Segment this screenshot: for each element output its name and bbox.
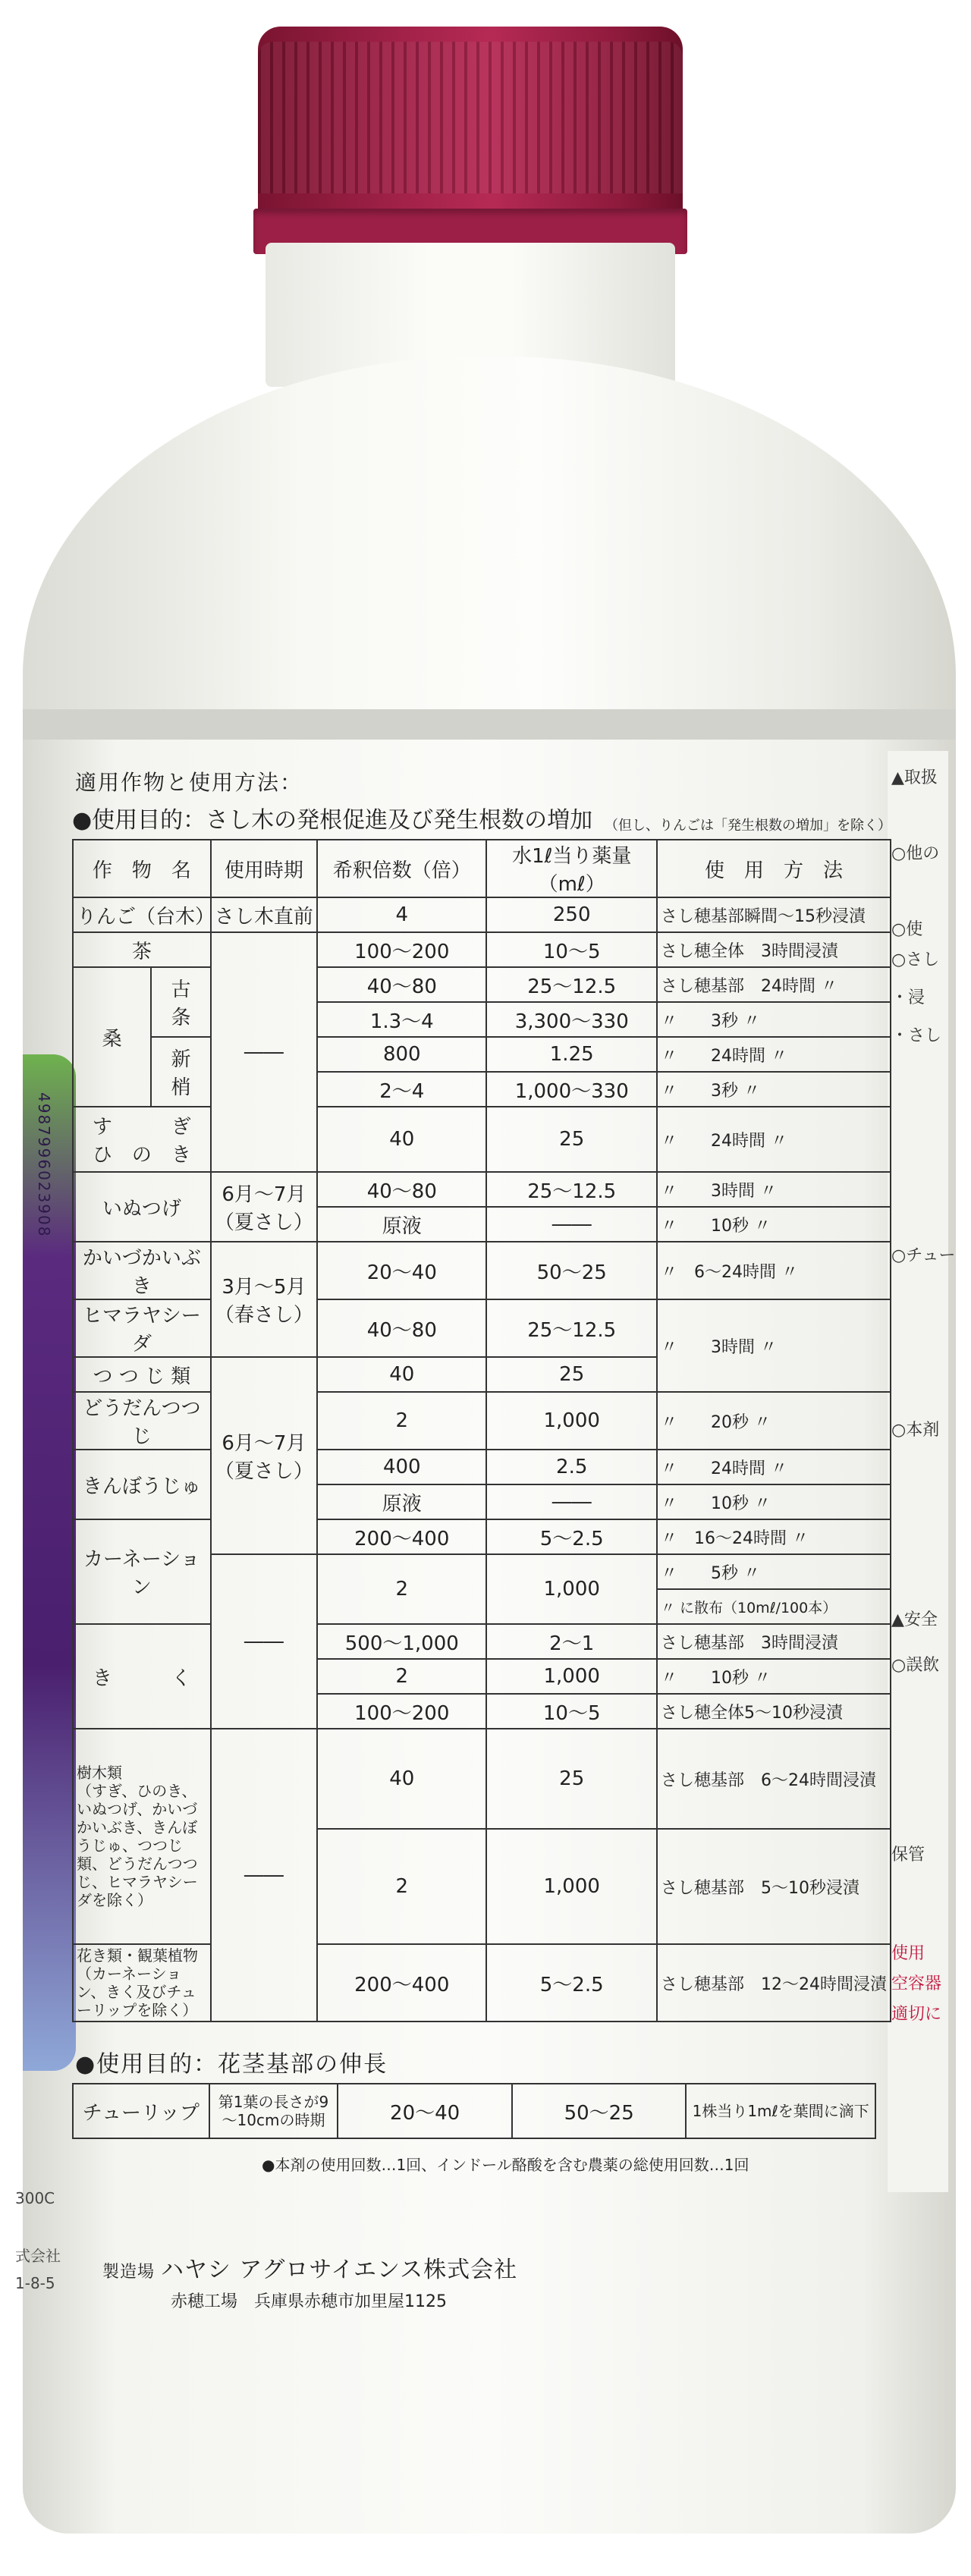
- dose-cell: 1,000: [486, 1829, 657, 1944]
- method-cell: さし穂基部瞬間～15秒浸漬: [657, 897, 891, 932]
- dose-cell: 3,300～330: [486, 1002, 657, 1037]
- dose-cell: ――: [486, 1484, 657, 1519]
- dilution-cell: 800: [317, 1037, 486, 1072]
- crop-cell: 桑: [73, 967, 151, 1107]
- table-row: [73, 932, 891, 967]
- method-cell: 〃 3秒 〃: [657, 1002, 891, 1037]
- dilution-cell: 400: [317, 1450, 486, 1484]
- manufacturer: [102, 2251, 891, 2312]
- dose-cell: 50～25: [512, 2084, 687, 2138]
- method-cell: さし穂全体 3時間浸漬: [657, 932, 891, 967]
- right-text-line: ○使: [891, 920, 923, 939]
- dose-cell: ――: [486, 1207, 657, 1242]
- dilution-cell: 20～40: [338, 2084, 512, 2138]
- table-row: [73, 1944, 891, 2022]
- dose-cell: 1,000: [486, 1392, 657, 1450]
- crop-cell: きんぼうじゅ: [73, 1450, 211, 1519]
- dose-cell: 25: [486, 1107, 657, 1172]
- usage-footnote: ●本剤の使用回数…1回、インドール酪酸を含む農薬の総使用回数…1回: [262, 2156, 749, 2174]
- crop-cell: ヒマラヤシーダ: [73, 1299, 211, 1357]
- dose-cell: 1.25: [486, 1037, 657, 1072]
- dose-cell: 10～5: [486, 1694, 657, 1729]
- label-top-band: [23, 709, 956, 740]
- method-cell: 〃 に散布（10mℓ/100本）: [657, 1589, 891, 1624]
- dose-cell: 5～2.5: [486, 1519, 657, 1554]
- dose-cell: 25: [486, 1357, 657, 1392]
- dilution-cell: 100～200: [317, 932, 486, 967]
- dose-cell: 250: [486, 897, 657, 932]
- sub-crop-cell: 古 条: [151, 967, 210, 1037]
- right-text-line: 使用: [891, 1944, 925, 1963]
- right-text-line: ▲安全: [891, 1610, 938, 1629]
- dilution-cell: 500～1,000: [317, 1624, 486, 1659]
- method-cell: 〃 24時間 〃: [657, 1107, 891, 1172]
- right-text-line: ○さし: [891, 950, 940, 969]
- right-text-line: 空容器: [891, 1974, 942, 1993]
- sub-crop-cell: 新 梢: [151, 1037, 210, 1107]
- right-text-line: ▲取扱: [891, 768, 938, 787]
- table-row: [73, 1519, 891, 1554]
- table-row: [73, 1624, 891, 1659]
- dilution-cell: 40: [317, 1729, 486, 1829]
- table-row: [73, 1107, 891, 1172]
- time-cell: ――: [211, 932, 317, 1172]
- right-text-line: 適切に: [891, 2005, 942, 2024]
- dose-cell: 10～5: [486, 932, 657, 967]
- dose-cell: 25: [486, 1729, 657, 1829]
- maker-label: 製造場: [102, 2263, 156, 2282]
- time-cell: 6月～7月 （夏さし）: [211, 1172, 317, 1242]
- method-cell: 〃 3秒 〃: [657, 1072, 891, 1107]
- dilution-cell: 100～200: [317, 1694, 486, 1729]
- right-text-line: ・浸: [891, 988, 925, 1007]
- dose-cell: 2.5: [486, 1450, 657, 1484]
- method-cell: 〃 24時間 〃: [657, 1037, 891, 1072]
- method-cell: さし穂基部 24時間 〃: [657, 967, 891, 1002]
- method-cell: さし穂基部 6～24時間浸漬: [657, 1729, 891, 1829]
- header-cell: 水1ℓ当り薬量（mℓ）: [486, 840, 657, 897]
- dose-cell: 1,000: [486, 1659, 657, 1694]
- dilution-cell: 2: [317, 1392, 486, 1450]
- method-cell: 〃 10秒 〃: [657, 1207, 891, 1242]
- purpose-note: （但し、りんごは「発生根数の増加」を除く）: [605, 818, 891, 834]
- method-cell: さし穂全体5～10秒浸漬: [657, 1694, 891, 1729]
- crop-cell: カーネーション: [73, 1519, 211, 1624]
- time-cell: 6月～7月 （夏さし）: [211, 1357, 317, 1554]
- dose-cell: 25～12.5: [486, 967, 657, 1002]
- method-cell: 〃 3時間 〃: [657, 1172, 891, 1207]
- table-header: [73, 840, 891, 897]
- right-text-line: ○他の: [891, 844, 940, 863]
- method-cell: 〃 24時間 〃: [657, 1450, 891, 1484]
- table-row: [73, 1242, 891, 1299]
- table-row: [73, 1172, 891, 1207]
- dilution-cell: 原液: [317, 1207, 486, 1242]
- method-cell: さし穂基部 3時間浸漬: [657, 1624, 891, 1659]
- usage-label: [72, 766, 891, 2312]
- dose-cell: 25～12.5: [486, 1172, 657, 1207]
- crop-cell: どうだんつつじ: [73, 1392, 211, 1450]
- left-text-line: 式会社: [15, 2247, 61, 2265]
- method-cell: 〃 10秒 〃: [657, 1659, 891, 1694]
- dose-cell: 25～12.5: [486, 1299, 657, 1357]
- maker-name: ハヤシ アグロサイエンス株式会社: [161, 2257, 518, 2283]
- header-cell: 使 用 方 法: [657, 840, 891, 897]
- dilution-cell: 20～40: [317, 1242, 486, 1299]
- crop-cell: いぬつげ: [73, 1172, 211, 1242]
- method-cell: 〃 5秒 〃: [657, 1554, 891, 1589]
- bottle-cap: [258, 27, 683, 239]
- dose-cell: 1,000～330: [486, 1072, 657, 1107]
- right-text-line: ○チュー: [891, 1246, 956, 1265]
- dilution-cell: 2: [317, 1659, 486, 1694]
- dilution-cell: 40: [317, 1107, 486, 1172]
- purpose-row: [72, 801, 891, 834]
- dose-cell: 2～1: [486, 1624, 657, 1659]
- dilution-cell: 2～4: [317, 1072, 486, 1107]
- dilution-cell: 2: [317, 1829, 486, 1944]
- method-cell: 〃 10秒 〃: [657, 1484, 891, 1519]
- table-row: [73, 967, 891, 1002]
- dilution-cell: 1.3～4: [317, 1002, 486, 1037]
- crop-cell: す ぎ ひ の き: [73, 1107, 211, 1172]
- left-label-snippets: [15, 2185, 61, 2297]
- time-cell: 3月～5月 （春さし）: [211, 1242, 317, 1357]
- dose-cell: 50～25: [486, 1242, 657, 1299]
- crop-cell: つ つ じ 類: [73, 1357, 211, 1392]
- header-cell: 作 物 名: [73, 840, 211, 897]
- dilution-cell: 40～80: [317, 1299, 486, 1357]
- method-cell: 〃 20秒 〃: [657, 1392, 891, 1450]
- crop-cell: 茶: [73, 932, 211, 967]
- table-row: [73, 1450, 891, 1484]
- section-title: 適用作物と使用方法：: [75, 770, 303, 795]
- table-row: [73, 1729, 891, 1829]
- dilution-cell: 200～400: [317, 1519, 486, 1554]
- left-text-line: 300C: [15, 2189, 55, 2207]
- dilution-cell: 40～80: [317, 967, 486, 1002]
- right-text-line: ・さし: [891, 1026, 942, 1045]
- crop-cell: 樹木類 （すぎ、ひのき、いぬつげ、かいづかいぶき、きんぼうじゅ、つつじ類、どうだんつつじ、ヒマラヤシーダを除く）: [73, 1729, 211, 1944]
- method-cell: 1株当り1mℓを葉間に滴下: [686, 2084, 875, 2138]
- dilution-cell: 4: [317, 897, 486, 932]
- right-text-line: 保管: [891, 1846, 925, 1864]
- method-cell: 〃 6～24時間 〃: [657, 1242, 891, 1299]
- tulip-table: [72, 2083, 876, 2139]
- method-cell: さし穂基部 5～10秒浸漬: [657, 1829, 891, 1944]
- method-cell: さし穂基部 12～24時間浸漬: [657, 1944, 891, 2022]
- cap-ridges: [258, 42, 683, 193]
- table-row: [73, 1299, 891, 1357]
- time-cell: ――: [211, 1729, 317, 2022]
- crop-cell: 花き類・観葉植物 （カーネーション、きく及びチューリップを除く）: [73, 1944, 211, 2022]
- dilution-cell: 原液: [317, 1484, 486, 1519]
- usage-table: [72, 839, 891, 2022]
- time-cell: ――: [211, 1554, 317, 1729]
- method-cell: 〃 16～24時間 〃: [657, 1519, 891, 1554]
- crop-cell: かいづかいぶき: [73, 1242, 211, 1299]
- dilution-cell: 40～80: [317, 1172, 486, 1207]
- table-row: [73, 897, 891, 932]
- left-text-line: 1-8-5: [15, 2274, 55, 2292]
- table-row: [73, 1037, 891, 1072]
- crop-cell: き く: [73, 1624, 211, 1729]
- crop-cell: チューリップ: [73, 2084, 209, 2138]
- purpose-heading: ●使用目的：さし木の発根促進及び発生根数の増加: [72, 807, 593, 834]
- factory-address: 赤穂工場 兵庫県赤穂市加里屋1125: [171, 2292, 447, 2311]
- dilution-cell: 2: [317, 1554, 486, 1624]
- header-cell: 使用時期: [211, 840, 317, 897]
- barcode-digits: 4987996023908: [35, 1092, 53, 1238]
- crop-cell: りんご（台木）: [73, 897, 211, 932]
- method-cell: 〃 3時間 〃: [657, 1299, 891, 1392]
- time-cell: 第1葉の長さが9～10cmの時期: [209, 2084, 338, 2138]
- dilution-cell: 200～400: [317, 1944, 486, 2022]
- time-cell: さし木直前: [211, 897, 317, 932]
- right-text-line: ○本剤: [891, 1421, 940, 1440]
- header-cell: 希釈倍数（倍）: [317, 840, 486, 897]
- dose-cell: 5～2.5: [486, 1944, 657, 2022]
- dilution-cell: 40: [317, 1357, 486, 1392]
- right-text-line: ○誤飲: [891, 1656, 940, 1675]
- table-row: [73, 2084, 875, 2138]
- purpose-heading-2: ●使用目的：花茎基部の伸長: [75, 2051, 388, 2078]
- dose-cell: 1,000: [486, 1554, 657, 1624]
